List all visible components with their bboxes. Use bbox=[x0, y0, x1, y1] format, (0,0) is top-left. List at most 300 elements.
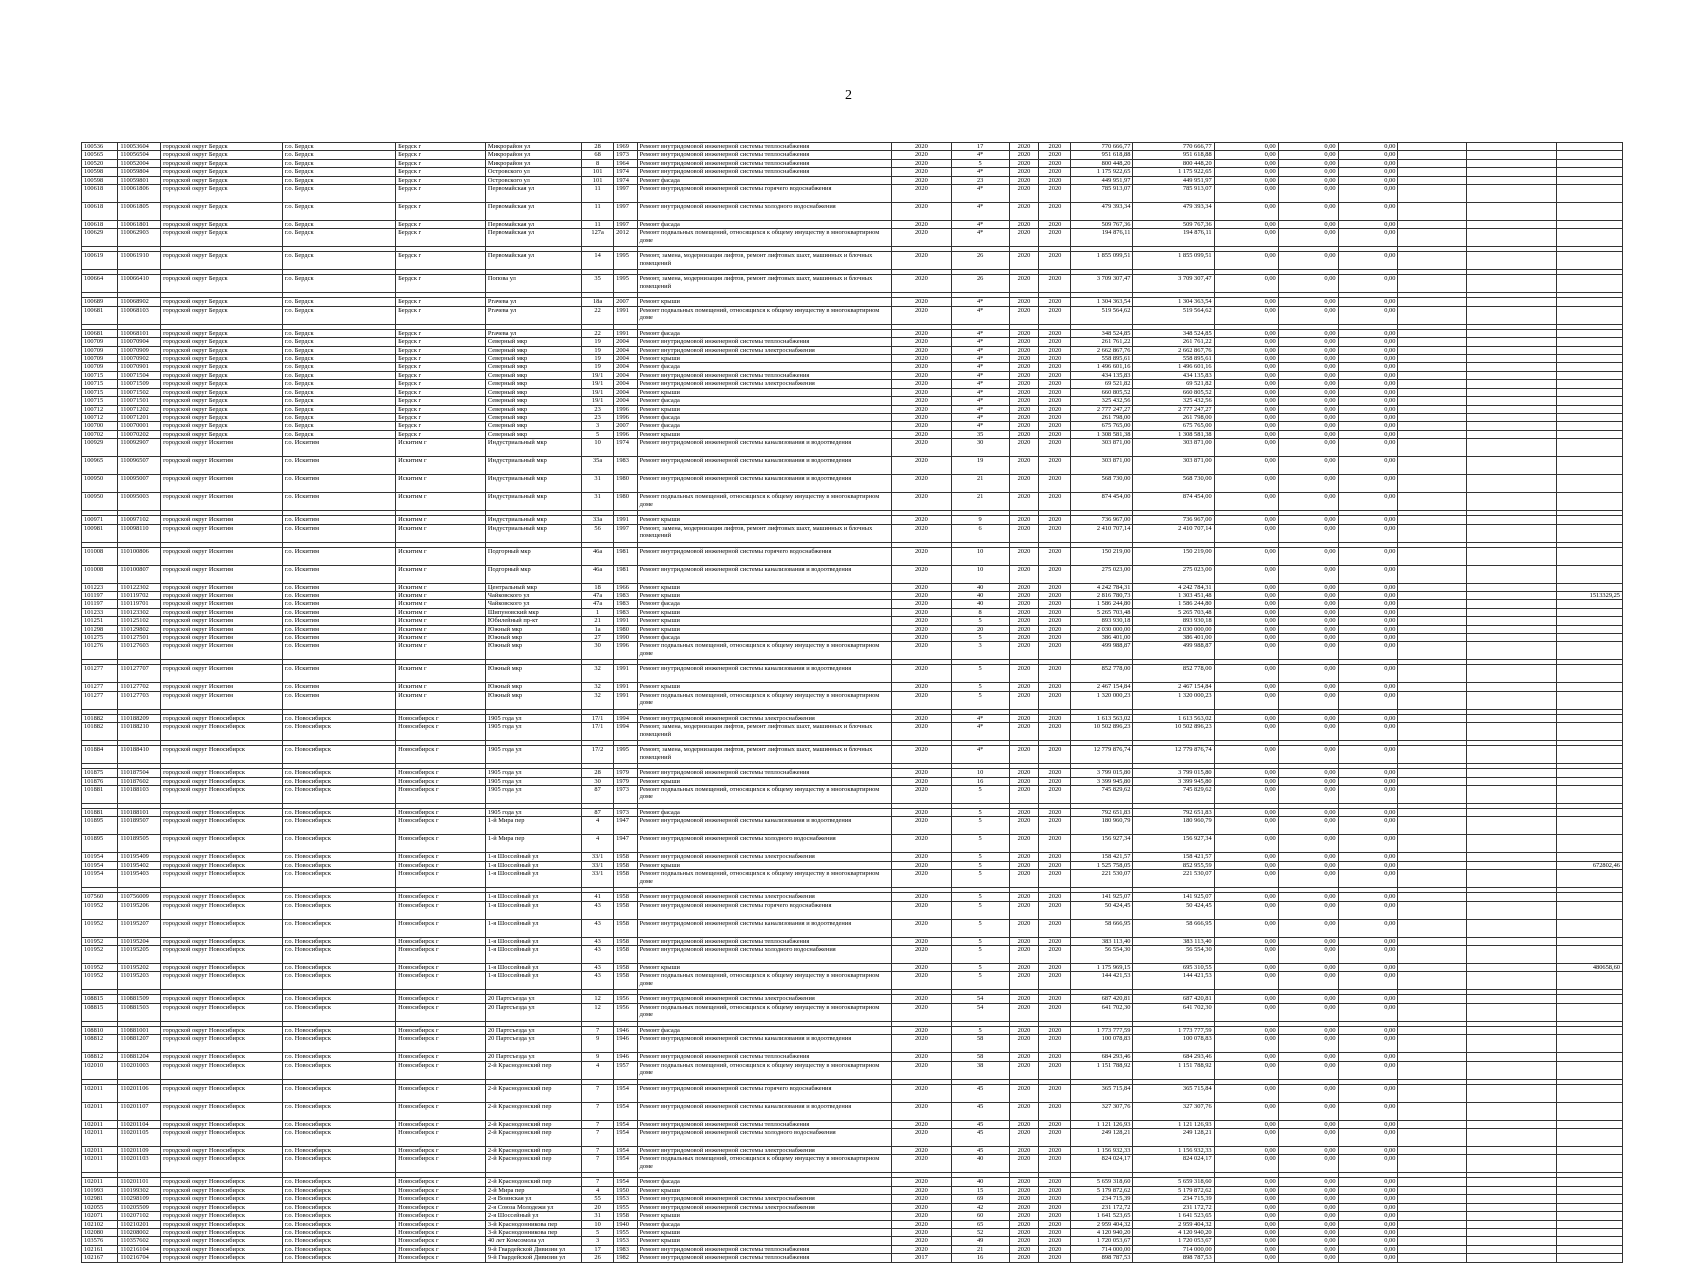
cell-owners-funds bbox=[1556, 919, 1622, 937]
cell-house-id: 100712 bbox=[82, 405, 118, 413]
cell-fund-cost: 509 767,36 bbox=[1133, 221, 1214, 229]
cell-house-id: 101008 bbox=[82, 565, 118, 583]
cell-street: Северный мкр bbox=[485, 397, 581, 405]
cell-extra-col-1 bbox=[1398, 1155, 1466, 1173]
cell-municipality: г.о. Новосибирск bbox=[282, 1237, 395, 1245]
cell-extra-col-1 bbox=[1398, 964, 1466, 972]
cell-end-year: 2020 bbox=[1039, 1129, 1071, 1147]
cell-locality: Искитим г bbox=[396, 591, 486, 599]
cell-regional-budget: 0,00 bbox=[1278, 457, 1338, 475]
cell-extra-col-2 bbox=[1466, 809, 1556, 817]
cell-extra-col-1 bbox=[1398, 143, 1466, 151]
cell-extra-col-1 bbox=[1398, 600, 1466, 608]
cell-plan-year: 2020 bbox=[891, 617, 951, 625]
cell-plan-year: 2020 bbox=[891, 683, 951, 691]
cell-work-id: 110201107 bbox=[118, 1102, 161, 1120]
cell-contract-ref: 26 bbox=[951, 252, 1009, 270]
cell-street: Центральный мкр bbox=[485, 583, 581, 591]
table-row bbox=[82, 1195, 1623, 1203]
cell-extra-col-1 bbox=[1398, 665, 1466, 683]
cell-extra-col-2 bbox=[1466, 229, 1556, 247]
cell-house-number: 31 bbox=[582, 475, 614, 493]
cell-start-year: 2020 bbox=[1009, 608, 1039, 616]
cell-end-year: 2020 bbox=[1039, 524, 1071, 542]
cell-work-type: Ремонт внутридомовой инженерной системы электроснабжения bbox=[637, 1195, 891, 1203]
cell-federal-budget: 0,00 bbox=[1214, 769, 1278, 777]
cell-contract-ref: 35 bbox=[951, 430, 1009, 438]
cell-total-cost: 499 988,87 bbox=[1071, 642, 1133, 660]
cell-work-type: Ремонт, замена, модернизация лифтов, ремонт лифтовых шахт, машинных и блочных помещений bbox=[637, 746, 891, 764]
cell-municipality: г.о. Искитим bbox=[282, 565, 395, 583]
cell-owners-funds bbox=[1556, 457, 1622, 475]
cell-regional-budget: 0,00 bbox=[1278, 964, 1338, 972]
cell-federal-budget: 0,00 bbox=[1214, 1003, 1278, 1021]
cell-owners-funds bbox=[1556, 397, 1622, 405]
cell-house-id: 101884 bbox=[82, 746, 118, 764]
cell-municipality: г.о. Искитим bbox=[282, 583, 395, 591]
cell-locality: Искитим г bbox=[396, 665, 486, 683]
cell-local-budget: 0,00 bbox=[1338, 229, 1398, 247]
cell-street: Ргачева ул bbox=[485, 298, 581, 306]
cell-fund-cost: 234 715,39 bbox=[1133, 1195, 1214, 1203]
cell-owners-funds bbox=[1556, 617, 1622, 625]
cell-build-year: 1983 bbox=[614, 457, 638, 475]
table-row bbox=[82, 665, 1623, 683]
page-number: 2 bbox=[845, 88, 852, 103]
cell-work-id: 110053604 bbox=[118, 143, 161, 151]
cell-end-year: 2020 bbox=[1039, 1195, 1071, 1203]
cell-work-id: 110070001 bbox=[118, 422, 161, 430]
cell-municipality: г.о. Искитим bbox=[282, 475, 395, 493]
cell-locality: Новосибирск г bbox=[396, 1254, 486, 1262]
cell-extra-col-2 bbox=[1466, 769, 1556, 777]
cell-total-cost: 144 421,53 bbox=[1071, 972, 1133, 990]
cell-house-number: 26 bbox=[582, 1254, 614, 1262]
cell-local-budget: 0,00 bbox=[1338, 1220, 1398, 1228]
cell-house-number: 12 bbox=[582, 1003, 614, 1021]
cell-street: 20 Партсъезда ул bbox=[485, 1053, 581, 1061]
cell-work-type: Ремонт внутридомовой инженерной системы электроснабжения bbox=[637, 714, 891, 722]
cell-fund-cost: 261 798,00 bbox=[1133, 413, 1214, 421]
cell-street: Микрорайон ул bbox=[485, 151, 581, 159]
table-row bbox=[82, 769, 1623, 777]
cell-street: 20 Партсъезда ул bbox=[485, 1035, 581, 1053]
cell-build-year: 1996 bbox=[614, 413, 638, 421]
cell-build-year: 1947 bbox=[614, 835, 638, 853]
cell-owners-funds bbox=[1556, 691, 1622, 709]
cell-locality: Бердск г bbox=[396, 371, 486, 379]
cell-federal-budget: 0,00 bbox=[1214, 691, 1278, 709]
cell-municipal-district: городской округ Новосибирск bbox=[161, 1237, 283, 1245]
cell-extra-col-1 bbox=[1398, 475, 1466, 493]
cell-plan-year: 2020 bbox=[891, 714, 951, 722]
cell-start-year: 2020 bbox=[1009, 346, 1039, 354]
cell-federal-budget: 0,00 bbox=[1214, 746, 1278, 764]
cell-municipality: г.о. Искитим bbox=[282, 683, 395, 691]
cell-start-year: 2020 bbox=[1009, 524, 1039, 542]
cell-total-cost: 568 730,00 bbox=[1071, 475, 1133, 493]
cell-house-number: 7 bbox=[582, 1102, 614, 1120]
cell-fund-cost: 231 172,72 bbox=[1133, 1203, 1214, 1211]
cell-extra-col-1 bbox=[1398, 346, 1466, 354]
cell-extra-col-1 bbox=[1398, 591, 1466, 599]
cell-municipality: г.о. Новосибирск bbox=[282, 777, 395, 785]
cell-house-id: 101277 bbox=[82, 691, 118, 709]
cell-work-id: 110207102 bbox=[118, 1212, 161, 1220]
cell-municipality: г.о. Новосибирск bbox=[282, 1129, 395, 1147]
cell-start-year: 2020 bbox=[1009, 1053, 1039, 1061]
cell-municipal-district: городской округ Новосибирск bbox=[161, 861, 283, 869]
cell-federal-budget: 0,00 bbox=[1214, 683, 1278, 691]
cell-regional-budget: 0,00 bbox=[1278, 413, 1338, 421]
cell-house-number: 46а bbox=[582, 565, 614, 583]
cell-local-budget: 0,00 bbox=[1338, 786, 1398, 804]
cell-total-cost: 770 666,77 bbox=[1071, 143, 1133, 151]
cell-regional-budget: 0,00 bbox=[1278, 835, 1338, 853]
cell-plan-year: 2020 bbox=[891, 1228, 951, 1236]
cell-total-cost: 2 777 247,27 bbox=[1071, 405, 1133, 413]
cell-extra-col-2 bbox=[1466, 143, 1556, 151]
cell-municipal-district: городской округ Новосибирск bbox=[161, 946, 283, 964]
cell-extra-col-1 bbox=[1398, 835, 1466, 853]
cell-end-year: 2020 bbox=[1039, 457, 1071, 475]
table-row bbox=[82, 919, 1623, 937]
cell-extra-col-2 bbox=[1466, 625, 1556, 633]
cell-end-year: 2020 bbox=[1039, 203, 1071, 221]
cell-work-type: Ремонт крыши bbox=[637, 516, 891, 524]
cell-house-id: 102011 bbox=[82, 1147, 118, 1155]
cell-contract-ref: 5 bbox=[951, 159, 1009, 167]
cell-house-number: 4 bbox=[582, 1186, 614, 1194]
cell-owners-funds bbox=[1556, 1120, 1622, 1128]
cell-extra-col-2 bbox=[1466, 714, 1556, 722]
cell-work-id: 110056504 bbox=[118, 151, 161, 159]
cell-street: 2-й Краснодонский пер bbox=[485, 1120, 581, 1128]
cell-fund-cost: 792 651,83 bbox=[1133, 809, 1214, 817]
cell-federal-budget: 0,00 bbox=[1214, 893, 1278, 901]
cell-start-year: 2020 bbox=[1009, 430, 1039, 438]
cell-municipality: г.о. Новосибирск bbox=[282, 1084, 395, 1102]
cell-contract-ref: 4* bbox=[951, 168, 1009, 176]
cell-owners-funds bbox=[1556, 1053, 1622, 1061]
cell-municipality: г.о. Искитим bbox=[282, 524, 395, 542]
cell-end-year: 2020 bbox=[1039, 1053, 1071, 1061]
cell-regional-budget: 0,00 bbox=[1278, 547, 1338, 565]
cell-regional-budget: 0,00 bbox=[1278, 229, 1338, 247]
table-row bbox=[82, 809, 1623, 817]
cell-owners-funds bbox=[1556, 1147, 1622, 1155]
cell-extra-col-2 bbox=[1466, 591, 1556, 599]
cell-contract-ref: 4* bbox=[951, 338, 1009, 346]
cell-locality: Бердск г bbox=[396, 346, 486, 354]
cell-extra-col-2 bbox=[1466, 388, 1556, 396]
cell-federal-budget: 0,00 bbox=[1214, 665, 1278, 683]
cell-municipality: г.о. Искитим bbox=[282, 633, 395, 641]
cell-end-year: 2020 bbox=[1039, 861, 1071, 869]
cell-work-id: 110071202 bbox=[118, 405, 161, 413]
cell-work-type: Ремонт фасада bbox=[637, 397, 891, 405]
cell-house-number: 7 bbox=[582, 1155, 614, 1173]
cell-work-id: 110068103 bbox=[118, 306, 161, 324]
table-row bbox=[82, 380, 1623, 388]
cell-municipal-district: городской округ Новосибирск bbox=[161, 809, 283, 817]
cell-fund-cost: 2 662 867,76 bbox=[1133, 346, 1214, 354]
cell-municipal-district: городской округ Бердск bbox=[161, 306, 283, 324]
cell-municipal-district: городской округ Новосибирск bbox=[161, 1035, 283, 1053]
cell-street: Северный мкр bbox=[485, 430, 581, 438]
cell-start-year: 2020 bbox=[1009, 893, 1039, 901]
cell-house-id: 100709 bbox=[82, 355, 118, 363]
cell-contract-ref: 4* bbox=[951, 723, 1009, 741]
cell-local-budget: 0,00 bbox=[1338, 1120, 1398, 1128]
cell-contract-ref: 40 bbox=[951, 591, 1009, 599]
cell-start-year: 2020 bbox=[1009, 176, 1039, 184]
cell-extra-col-2 bbox=[1466, 861, 1556, 869]
cell-fund-cost: 2 030 000,00 bbox=[1133, 625, 1214, 633]
cell-start-year: 2020 bbox=[1009, 901, 1039, 919]
cell-contract-ref: 4* bbox=[951, 413, 1009, 421]
cell-house-number: 101 bbox=[582, 168, 614, 176]
cell-municipality: г.о. Новосибирск bbox=[282, 723, 395, 741]
cell-work-type: Ремонт крыши bbox=[637, 617, 891, 625]
cell-owners-funds bbox=[1556, 176, 1622, 184]
cell-contract-ref: 45 bbox=[951, 1120, 1009, 1128]
cell-street: 1-я Шоссейный ул bbox=[485, 901, 581, 919]
table-row bbox=[82, 633, 1623, 641]
cell-house-id: 101954 bbox=[82, 870, 118, 888]
cell-extra-col-2 bbox=[1466, 380, 1556, 388]
cell-build-year: 1958 bbox=[614, 919, 638, 937]
cell-local-budget: 0,00 bbox=[1338, 964, 1398, 972]
cell-house-number: 32 bbox=[582, 683, 614, 691]
cell-work-id: 110059801 bbox=[118, 176, 161, 184]
cell-contract-ref: 21 bbox=[951, 1245, 1009, 1253]
cell-locality: Новосибирск г bbox=[396, 1061, 486, 1079]
cell-start-year: 2020 bbox=[1009, 1155, 1039, 1173]
cell-locality: Бердск г bbox=[396, 388, 486, 396]
cell-house-id: 100664 bbox=[82, 275, 118, 293]
cell-federal-budget: 0,00 bbox=[1214, 439, 1278, 457]
cell-municipal-district: городской округ Новосибирск bbox=[161, 1254, 283, 1262]
cell-house-id: 102011 bbox=[82, 1129, 118, 1147]
cell-street: Первомайская ул bbox=[485, 252, 581, 270]
cell-total-cost: 687 420,81 bbox=[1071, 995, 1133, 1003]
cell-extra-col-1 bbox=[1398, 439, 1466, 457]
cell-house-id: 101197 bbox=[82, 591, 118, 599]
cell-locality: Новосибирск г bbox=[396, 1186, 486, 1194]
cell-regional-budget: 0,00 bbox=[1278, 809, 1338, 817]
cell-contract-ref: 45 bbox=[951, 1129, 1009, 1147]
cell-extra-col-1 bbox=[1398, 1129, 1466, 1147]
cell-build-year: 1996 bbox=[614, 430, 638, 438]
cell-start-year: 2020 bbox=[1009, 252, 1039, 270]
cell-extra-col-2 bbox=[1466, 422, 1556, 430]
cell-work-id: 110195403 bbox=[118, 870, 161, 888]
cell-total-cost: 221 530,07 bbox=[1071, 870, 1133, 888]
cell-regional-budget: 0,00 bbox=[1278, 901, 1338, 919]
cell-house-id: 101952 bbox=[82, 972, 118, 990]
cell-municipal-district: городской округ Новосибирск bbox=[161, 1147, 283, 1155]
cell-fund-cost: 1 496 601,16 bbox=[1133, 363, 1214, 371]
cell-street: Первомайская ул bbox=[485, 221, 581, 229]
cell-locality: Бердск г bbox=[396, 168, 486, 176]
cell-build-year: 1954 bbox=[614, 1102, 638, 1120]
cell-build-year: 1991 bbox=[614, 617, 638, 625]
cell-house-number: 23 bbox=[582, 405, 614, 413]
cell-contract-ref: 38 bbox=[951, 1061, 1009, 1079]
cell-house-number: 87 bbox=[582, 786, 614, 804]
cell-contract-ref: 52 bbox=[951, 1228, 1009, 1236]
cell-municipal-district: городской округ Искитим bbox=[161, 600, 283, 608]
cell-locality: Новосибирск г bbox=[396, 893, 486, 901]
cell-total-cost: 1 308 581,38 bbox=[1071, 430, 1133, 438]
cell-fund-cost: 479 393,34 bbox=[1133, 203, 1214, 221]
cell-street: 9-й Гвардейской Дивизии ул bbox=[485, 1245, 581, 1253]
cell-extra-col-2 bbox=[1466, 524, 1556, 542]
cell-total-cost: 365 715,84 bbox=[1071, 1084, 1133, 1102]
cell-build-year: 1940 bbox=[614, 1220, 638, 1228]
cell-federal-budget: 0,00 bbox=[1214, 617, 1278, 625]
cell-fund-cost: 221 530,07 bbox=[1133, 870, 1214, 888]
cell-extra-col-2 bbox=[1466, 691, 1556, 709]
cell-work-type: Ремонт подвальных помещений, относящихся к общему имуществу в многоквартирном доме bbox=[637, 691, 891, 709]
cell-municipal-district: городской округ Новосибирск bbox=[161, 1120, 283, 1128]
cell-municipal-district: городской округ Новосибирск bbox=[161, 817, 283, 835]
cell-end-year: 2020 bbox=[1039, 1026, 1071, 1034]
cell-extra-col-1 bbox=[1398, 151, 1466, 159]
cell-extra-col-2 bbox=[1466, 835, 1556, 853]
cell-house-id: 102102 bbox=[82, 1220, 118, 1228]
cell-municipal-district: городской округ Бердск bbox=[161, 422, 283, 430]
cell-start-year: 2020 bbox=[1009, 405, 1039, 413]
cell-contract-ref: 4* bbox=[951, 185, 1009, 203]
cell-federal-budget: 0,00 bbox=[1214, 329, 1278, 337]
cell-work-id: 110195402 bbox=[118, 861, 161, 869]
cell-municipality: г.о. Искитим bbox=[282, 516, 395, 524]
table-row bbox=[82, 565, 1623, 583]
cell-build-year: 1980 bbox=[614, 493, 638, 511]
cell-plan-year: 2020 bbox=[891, 151, 951, 159]
cell-locality: Новосибирск г bbox=[396, 1035, 486, 1053]
cell-work-id: 110062903 bbox=[118, 229, 161, 247]
cell-federal-budget: 0,00 bbox=[1214, 1026, 1278, 1034]
cell-locality: Новосибирск г bbox=[396, 1195, 486, 1203]
cell-local-budget: 0,00 bbox=[1338, 901, 1398, 919]
cell-fund-cost: 519 564,62 bbox=[1133, 306, 1214, 324]
cell-house-number: 7 bbox=[582, 1084, 614, 1102]
cell-fund-cost: 56 554,30 bbox=[1133, 946, 1214, 964]
cell-local-budget: 0,00 bbox=[1338, 355, 1398, 363]
cell-total-cost: 5 179 872,62 bbox=[1071, 1186, 1133, 1194]
cell-local-budget: 0,00 bbox=[1338, 221, 1398, 229]
cell-local-budget: 0,00 bbox=[1338, 1212, 1398, 1220]
cell-extra-col-1 bbox=[1398, 809, 1466, 817]
cell-work-id: 110201106 bbox=[118, 1084, 161, 1102]
cell-house-number: 10 bbox=[582, 439, 614, 457]
cell-contract-ref: 60 bbox=[951, 1212, 1009, 1220]
cell-federal-budget: 0,00 bbox=[1214, 1220, 1278, 1228]
cell-extra-col-1 bbox=[1398, 1203, 1466, 1211]
cell-street: 2-й Краснодонский пер bbox=[485, 1102, 581, 1120]
cell-house-id: 107560 bbox=[82, 893, 118, 901]
table-row bbox=[82, 151, 1623, 159]
cell-regional-budget: 0,00 bbox=[1278, 516, 1338, 524]
cell-build-year: 2007 bbox=[614, 422, 638, 430]
cell-work-type: Ремонт фасада bbox=[637, 422, 891, 430]
cell-start-year: 2020 bbox=[1009, 397, 1039, 405]
table-row bbox=[82, 746, 1623, 764]
cell-plan-year: 2020 bbox=[891, 608, 951, 616]
cell-municipality: г.о. Новосибирск bbox=[282, 870, 395, 888]
cell-regional-budget: 0,00 bbox=[1278, 665, 1338, 683]
cell-build-year: 1954 bbox=[614, 1084, 638, 1102]
cell-municipality: г.о. Новосибирск bbox=[282, 1186, 395, 1194]
cell-build-year: 1974 bbox=[614, 439, 638, 457]
cell-total-cost: 736 967,00 bbox=[1071, 516, 1133, 524]
cell-owners-funds bbox=[1556, 338, 1622, 346]
cell-end-year: 2020 bbox=[1039, 493, 1071, 511]
cell-street: 2-й Краснодонский пер bbox=[485, 1155, 581, 1173]
cell-contract-ref: 69 bbox=[951, 1195, 1009, 1203]
cell-fund-cost: 348 524,85 bbox=[1133, 329, 1214, 337]
cell-work-id: 110189507 bbox=[118, 817, 161, 835]
cell-fund-cost: 1 151 788,92 bbox=[1133, 1061, 1214, 1079]
cell-start-year: 2020 bbox=[1009, 298, 1039, 306]
cell-house-id: 103576 bbox=[82, 1237, 118, 1245]
cell-end-year: 2020 bbox=[1039, 338, 1071, 346]
cell-build-year: 1980 bbox=[614, 475, 638, 493]
cell-plan-year: 2020 bbox=[891, 946, 951, 964]
cell-work-id: 110122302 bbox=[118, 583, 161, 591]
cell-federal-budget: 0,00 bbox=[1214, 809, 1278, 817]
cell-municipality: г.о. Искитим bbox=[282, 600, 395, 608]
cell-start-year: 2020 bbox=[1009, 229, 1039, 247]
cell-house-number: 5 bbox=[582, 430, 614, 438]
cell-end-year: 2020 bbox=[1039, 617, 1071, 625]
cell-locality: Новосибирск г bbox=[396, 1120, 486, 1128]
cell-municipal-district: городской округ Искитим bbox=[161, 617, 283, 625]
cell-contract-ref: 5 bbox=[951, 683, 1009, 691]
table-row bbox=[82, 430, 1623, 438]
cell-federal-budget: 0,00 bbox=[1214, 946, 1278, 964]
cell-local-budget: 0,00 bbox=[1338, 642, 1398, 660]
cell-total-cost: 1 175 922,65 bbox=[1071, 168, 1133, 176]
cell-contract-ref: 6 bbox=[951, 524, 1009, 542]
cell-locality: Новосибирск г bbox=[396, 769, 486, 777]
cell-build-year: 1950 bbox=[614, 1186, 638, 1194]
cell-start-year: 2020 bbox=[1009, 1147, 1039, 1155]
cell-street: 20 Партсъезда ул bbox=[485, 995, 581, 1003]
cell-local-budget: 0,00 bbox=[1338, 769, 1398, 777]
cell-plan-year: 2020 bbox=[891, 1155, 951, 1173]
cell-owners-funds bbox=[1556, 475, 1622, 493]
cell-federal-budget: 0,00 bbox=[1214, 371, 1278, 379]
cell-end-year: 2020 bbox=[1039, 1178, 1071, 1186]
cell-fund-cost: 180 960,79 bbox=[1133, 817, 1214, 835]
cell-fund-cost: 194 876,11 bbox=[1133, 229, 1214, 247]
cell-owners-funds bbox=[1556, 1178, 1622, 1186]
table-row bbox=[82, 143, 1623, 151]
cell-build-year: 1991 bbox=[614, 516, 638, 524]
cell-street: Северный мкр bbox=[485, 371, 581, 379]
cell-work-id: 110205509 bbox=[118, 1203, 161, 1211]
cell-fund-cost: 1 303 451,48 bbox=[1133, 591, 1214, 599]
cell-end-year: 2020 bbox=[1039, 583, 1071, 591]
cell-total-cost: 4 242 784,31 bbox=[1071, 583, 1133, 591]
cell-work-id: 110187602 bbox=[118, 777, 161, 785]
cell-contract-ref: 45 bbox=[951, 1084, 1009, 1102]
cell-federal-budget: 0,00 bbox=[1214, 861, 1278, 869]
